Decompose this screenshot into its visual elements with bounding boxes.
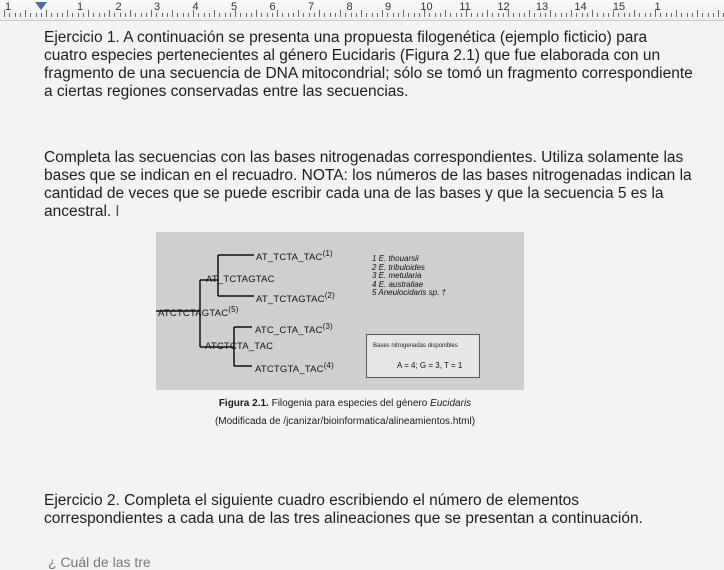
ruler-tick bbox=[555, 13, 556, 17]
ruler-tick bbox=[99, 13, 100, 17]
ruler-tick bbox=[335, 13, 336, 17]
ruler-tick bbox=[524, 13, 525, 17]
ruler-tick bbox=[25, 10, 26, 17]
ruler-tick bbox=[230, 13, 231, 17]
ruler-tick bbox=[650, 13, 651, 17]
sequence-5-text: ATCTCTAGTAC bbox=[158, 308, 229, 320]
ruler-tick bbox=[713, 13, 714, 17]
ruler-tick bbox=[487, 10, 488, 17]
ruler-tick bbox=[519, 13, 520, 17]
ruler-tick bbox=[592, 10, 593, 17]
ruler-tick bbox=[408, 13, 409, 17]
ruler-tick bbox=[183, 13, 184, 17]
ruler-number: 6 bbox=[269, 1, 276, 13]
ruler-tick bbox=[293, 13, 294, 17]
ruler-tick bbox=[608, 13, 609, 17]
exercise1-intro: Ejercicio 1. A continuación se presenta una propuesta filogenética (ejemplo ficticio) para cuatro especies pertenecientes al género Eucidaris (Figura 2.1) que fue elaborada con un fragmento de una secuencia de DNA mitocondrial; sólo se tomó un fragmento correspondiente a ciertas regiones conservadas entre las secuencias. bbox=[44, 29, 693, 100]
ruler-tick bbox=[498, 13, 499, 17]
sequence-node-a-text: AT_TCTAGTAC bbox=[206, 274, 275, 285]
ruler-number: 9 bbox=[384, 1, 392, 13]
ruler-tick bbox=[618, 13, 619, 17]
ruler-tick bbox=[561, 13, 562, 17]
ruler-tick bbox=[697, 10, 698, 17]
sequence-2 bbox=[256, 291, 335, 305]
ruler-tick bbox=[125, 13, 126, 17]
ruler-tick bbox=[687, 13, 688, 17]
ruler-tick bbox=[398, 13, 399, 17]
ruler-tick bbox=[629, 13, 630, 17]
ruler-tick bbox=[46, 10, 47, 17]
ruler-tick bbox=[204, 13, 205, 17]
ruler-tick bbox=[403, 10, 404, 17]
ruler-tick bbox=[361, 10, 362, 17]
indent-marker-icon[interactable] bbox=[35, 2, 47, 10]
ruler-tick bbox=[57, 13, 58, 17]
ruler-tick bbox=[309, 13, 310, 17]
ruler-tick bbox=[41, 13, 42, 17]
ruler-tick bbox=[135, 13, 136, 17]
ruler-tick bbox=[513, 13, 514, 17]
ruler-tick bbox=[414, 13, 415, 17]
exercise1-instructions-text: Completa las secuencias con las bases nitrogenadas correspondientes. Utiliza solamente las bases que se indican en el recuadro. NOTA: los números de las bases nitrogenadas indican la cantidad de veces que se puede escribir cada una de las bases y que la secuencia 5 es la ancestral. bbox=[44, 149, 692, 220]
exercise2-question-cut: ¿ Cuál de las tre bbox=[48, 554, 151, 570]
figure-source: (Modificada de /jcanizar/bioinformatica/alineamientos.html) bbox=[214, 416, 476, 427]
ruler-tick bbox=[256, 10, 257, 17]
species-5: 5 Aneulocidaris sp. † bbox=[372, 288, 446, 297]
ruler-tick bbox=[681, 13, 682, 17]
ruler-tick bbox=[9, 13, 10, 17]
ruler-number: 4 bbox=[192, 1, 199, 13]
ruler-tick bbox=[251, 13, 252, 17]
ruler-number: 2 bbox=[115, 1, 122, 13]
sequence-4-sup: (4) bbox=[323, 361, 334, 370]
ruler-tick bbox=[198, 13, 199, 17]
ruler-number: 10 bbox=[420, 1, 433, 13]
ruler-number: 1 bbox=[654, 1, 661, 13]
ruler-number: 12 bbox=[497, 1, 510, 13]
ruler-tick bbox=[104, 13, 105, 17]
ruler-tick bbox=[83, 13, 84, 17]
ruler-tick bbox=[702, 13, 703, 17]
ruler-tick bbox=[272, 13, 273, 17]
ruler-tick bbox=[603, 13, 604, 17]
ruler-tick bbox=[20, 13, 21, 17]
ruler-tick bbox=[587, 13, 588, 17]
exercise1-instructions bbox=[44, 149, 694, 221]
ruler-tick bbox=[314, 13, 315, 17]
ruler-tick bbox=[277, 10, 278, 17]
sequence-3 bbox=[255, 322, 333, 336]
species-1: 1 E. thouarsii bbox=[372, 254, 419, 263]
ruler-tick bbox=[282, 13, 283, 17]
ruler-tick bbox=[214, 10, 215, 17]
ruler-tick bbox=[666, 13, 667, 17]
figure-caption-prefix: Figura 2.1. bbox=[218, 398, 269, 409]
ruler-tick bbox=[692, 13, 693, 17]
sequence-4 bbox=[255, 361, 334, 375]
available-bases-title: Bases nitrogenadas disponibles bbox=[373, 343, 458, 349]
ruler-tick bbox=[645, 13, 646, 17]
ruler-tick bbox=[156, 13, 157, 17]
ruler-tick bbox=[93, 13, 94, 17]
ruler-number: 1 bbox=[4, 1, 12, 13]
ruler-tick bbox=[461, 13, 462, 17]
ruler-tick bbox=[88, 10, 89, 17]
sequence-node-b-text: ATCTCTA_TAC bbox=[205, 341, 274, 352]
ruler-tick bbox=[477, 13, 478, 17]
ruler-tick bbox=[319, 10, 320, 17]
ruler-tick bbox=[345, 13, 346, 17]
ruler-tick bbox=[377, 13, 378, 17]
ruler-tick bbox=[36, 13, 37, 17]
ruler-tick bbox=[114, 13, 115, 17]
ruler-number: 1 bbox=[76, 1, 84, 13]
available-bases-box bbox=[366, 334, 480, 378]
ruler-tick bbox=[130, 10, 131, 17]
ruler-tick bbox=[267, 13, 268, 17]
sequence-3-text: ATC_CTA_TAC bbox=[255, 325, 323, 337]
ruler-number: 8 bbox=[346, 1, 353, 13]
ruler-tick bbox=[529, 10, 530, 17]
ruler-tick bbox=[634, 10, 635, 17]
ruler-tick bbox=[540, 13, 541, 17]
ruler-tick bbox=[246, 13, 247, 17]
ruler-tick bbox=[225, 13, 226, 17]
ruler-tick bbox=[440, 13, 441, 17]
sequence-5-ancestral bbox=[158, 305, 239, 319]
ruler-number: 15 bbox=[612, 1, 626, 13]
ruler-tick bbox=[471, 13, 472, 17]
ruler-tick bbox=[324, 13, 325, 17]
ruler-tick bbox=[67, 10, 68, 17]
ruler-tick bbox=[209, 13, 210, 17]
sequence-2-text: AT_TCTAGTAC bbox=[256, 294, 325, 306]
ruler-tick bbox=[624, 13, 625, 17]
ruler-tick bbox=[492, 13, 493, 17]
ruler-number: 13 bbox=[535, 1, 549, 13]
ruler-tick bbox=[456, 13, 457, 17]
sequence-1-sup: (1) bbox=[322, 249, 333, 258]
ruler-tick bbox=[177, 13, 178, 17]
ruler-tick bbox=[393, 13, 394, 17]
ruler-tick bbox=[15, 13, 16, 17]
ruler-number: 5 bbox=[230, 1, 238, 13]
ruler-tick bbox=[503, 13, 504, 17]
available-bases-values: A = 4; G = 3, T = 1 bbox=[397, 361, 463, 370]
ruler-tick bbox=[676, 10, 677, 17]
ruler-tick bbox=[419, 13, 420, 17]
ruler-tick bbox=[550, 10, 551, 17]
ruler-tick bbox=[597, 13, 598, 17]
text-cursor-icon: I bbox=[115, 203, 120, 220]
ruler-tick bbox=[172, 10, 173, 17]
ruler-tick bbox=[261, 13, 262, 17]
ruler-tick bbox=[188, 13, 189, 17]
ruler-tick bbox=[120, 13, 121, 17]
ruler-tick bbox=[382, 10, 383, 17]
ruler-tick bbox=[162, 13, 163, 17]
ruler-tick bbox=[482, 13, 483, 17]
species-4: 4 E. australiae bbox=[372, 279, 424, 289]
ruler-tick bbox=[72, 13, 73, 17]
ruler-tick bbox=[450, 13, 451, 17]
ruler-tick bbox=[240, 13, 241, 17]
species-legend bbox=[372, 255, 446, 298]
species-2: 2 E. tribuloides bbox=[372, 262, 425, 272]
ruler[interactable] bbox=[0, 0, 724, 21]
ruler-tick bbox=[571, 10, 572, 17]
sequence-2-sup: (2) bbox=[324, 291, 335, 300]
ruler-tick bbox=[366, 13, 367, 17]
ruler-tick bbox=[303, 13, 304, 17]
ruler-tick bbox=[435, 13, 436, 17]
ruler-tick bbox=[534, 13, 535, 17]
species-3: 3 E. metularia bbox=[372, 271, 422, 280]
ruler-tick bbox=[351, 13, 352, 17]
ruler-tick bbox=[51, 13, 52, 17]
ruler-tick bbox=[545, 13, 546, 17]
ruler-tick bbox=[288, 13, 289, 17]
sequence-1 bbox=[256, 249, 333, 263]
figure-caption bbox=[180, 398, 510, 409]
ruler-tick bbox=[219, 13, 220, 17]
ruler-tick bbox=[582, 13, 583, 17]
ruler-tick bbox=[387, 13, 388, 17]
ruler-tick bbox=[109, 10, 110, 17]
ruler-number: 11 bbox=[459, 1, 471, 13]
sequence-1-text: AT_TCTA_TAC bbox=[256, 252, 323, 264]
ruler-tick bbox=[708, 13, 709, 17]
ruler-tick bbox=[372, 13, 373, 17]
ruler-number: 7 bbox=[307, 1, 315, 13]
exercise2-text: Ejercicio 2. Completa el siguiente cuadro escribiendo el número de elementos correspondientes a cada una de las tres alineaciones que se presentan a continuación. bbox=[44, 492, 643, 527]
ruler-tick bbox=[445, 10, 446, 17]
ruler-tick bbox=[671, 13, 672, 17]
sequence-3-sup: (3) bbox=[322, 322, 333, 331]
figure-caption-text: Filogenia para especies del género bbox=[268, 398, 431, 409]
figure-caption-genus: Eucidaris bbox=[430, 398, 472, 409]
ruler-tick bbox=[30, 13, 31, 17]
ruler-tick bbox=[660, 13, 661, 17]
ruler-tick bbox=[718, 10, 719, 17]
ruler-number: 3 bbox=[153, 1, 161, 13]
ruler-tick bbox=[78, 13, 79, 17]
phylogeny-figure bbox=[156, 232, 524, 390]
ruler-tick bbox=[576, 13, 577, 17]
ruler-tick bbox=[639, 13, 640, 17]
ruler-tick bbox=[167, 13, 168, 17]
sequence-node-b bbox=[205, 341, 273, 352]
sequence-5-sup: (5) bbox=[228, 305, 239, 314]
ruler-number: 14 bbox=[574, 1, 587, 13]
ruler-tick bbox=[141, 13, 142, 17]
ruler-tick bbox=[566, 13, 567, 17]
ruler-tick bbox=[62, 13, 63, 17]
ruler-tick bbox=[330, 13, 331, 17]
ruler-tick bbox=[298, 10, 299, 17]
ruler-tick bbox=[429, 13, 430, 17]
sequence-4-text: ATCTGTA_TAC bbox=[255, 364, 324, 376]
ruler-tick bbox=[340, 10, 341, 17]
ruler-tick bbox=[356, 13, 357, 17]
ruler-tick bbox=[146, 13, 147, 17]
ruler-tick bbox=[151, 10, 152, 17]
sequence-node-a bbox=[206, 274, 275, 285]
